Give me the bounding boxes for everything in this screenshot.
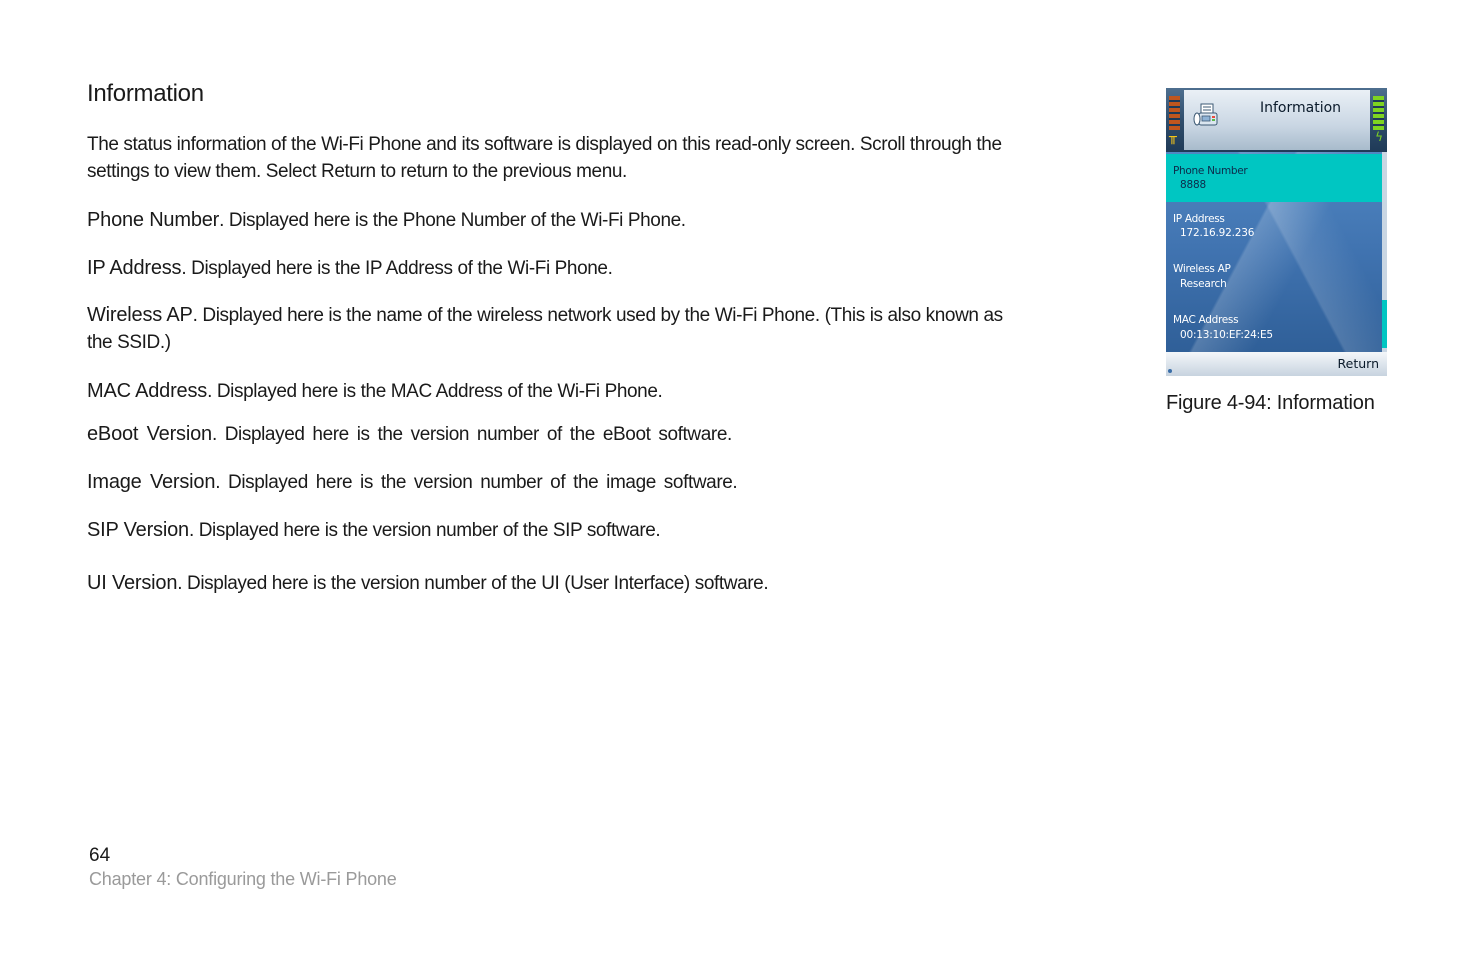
row-value: 172.16.92.236	[1180, 227, 1255, 239]
row-value: 00:13:10:EF:24:E5	[1180, 329, 1273, 341]
section-heading: Information	[87, 80, 204, 107]
row-label: IP Address	[1173, 213, 1225, 225]
intro-paragraph: The status information of the Wi-Fi Phone and its software is displayed on this read-only screen. Scroll through the settings to view them. Select Return to return to the previous menu.	[87, 134, 1002, 182]
field-ip-address	[87, 255, 1027, 282]
phone-softkey-bar	[1166, 352, 1387, 376]
field-desc: . Displayed here is the IP Address of the Wi-Fi Phone.	[181, 258, 613, 279]
field-term: UI Version	[87, 572, 178, 594]
phone-title-bar	[1166, 88, 1387, 152]
antenna-icon: ╥	[1169, 130, 1177, 145]
field-wireless-ap	[87, 302, 1017, 356]
field-term: Wireless AP	[87, 304, 193, 326]
row-label: Phone Number	[1173, 165, 1248, 177]
field-sip-version	[87, 517, 1027, 544]
field-phone-number	[87, 207, 1027, 234]
charging-icon: ϟ	[1375, 130, 1383, 144]
phone-screen-title: Information	[1260, 100, 1342, 116]
page-number: 64	[89, 845, 111, 866]
phone-info-list	[1166, 152, 1382, 352]
battery-icon	[1169, 96, 1180, 130]
field-eboot-version	[87, 421, 1027, 448]
field-term: Phone Number	[87, 209, 220, 231]
row-label: MAC Address	[1173, 314, 1239, 326]
scroll-thumb[interactable]	[1382, 300, 1387, 348]
field-desc: . Displayed here is the Phone Number of the Wi-Fi Phone.	[219, 210, 686, 231]
field-desc: . Displayed here is the version number of the SIP software.	[188, 520, 661, 541]
field-image-version	[87, 469, 1027, 496]
phone-screen-figure	[1166, 88, 1387, 376]
field-term: MAC Address	[87, 380, 208, 402]
field-desc: . Displayed here is the MAC Address of the Wi-Fi Phone.	[207, 381, 663, 402]
fax-icon	[1192, 102, 1220, 130]
field-term: SIP Version	[87, 519, 189, 541]
row-label: Wireless AP	[1173, 263, 1231, 275]
field-desc: . Displayed here is the name of the wireless network used by the Wi-Fi Phone. (This is also known as the SSID.)	[87, 305, 1003, 353]
signal-strength-icon	[1373, 96, 1384, 130]
figure-caption: Figure 4-94: Information	[1166, 392, 1375, 414]
row-value: Research	[1180, 278, 1227, 290]
phone-scrollbar[interactable]	[1382, 152, 1387, 352]
field-desc: . Displayed here is the version number of the eBoot software.	[211, 424, 732, 445]
field-term: eBoot Version	[87, 423, 212, 445]
field-term: Image Version	[87, 471, 216, 493]
softkey-indicator-icon	[1168, 369, 1172, 373]
row-value: 8888	[1180, 179, 1206, 191]
field-desc: . Displayed here is the version number of the image software.	[215, 472, 738, 493]
field-ui-version	[87, 570, 1027, 597]
return-softkey[interactable]: Return	[1337, 356, 1379, 371]
field-mac-address	[87, 378, 1027, 405]
chapter-footer: Chapter 4: Configuring the Wi-Fi Phone	[89, 869, 397, 889]
field-desc: . Displayed here is the version number of the UI (User Interface) software.	[177, 573, 769, 594]
list-item-phone-number[interactable]	[1166, 154, 1382, 202]
field-term: IP Address	[87, 257, 182, 279]
